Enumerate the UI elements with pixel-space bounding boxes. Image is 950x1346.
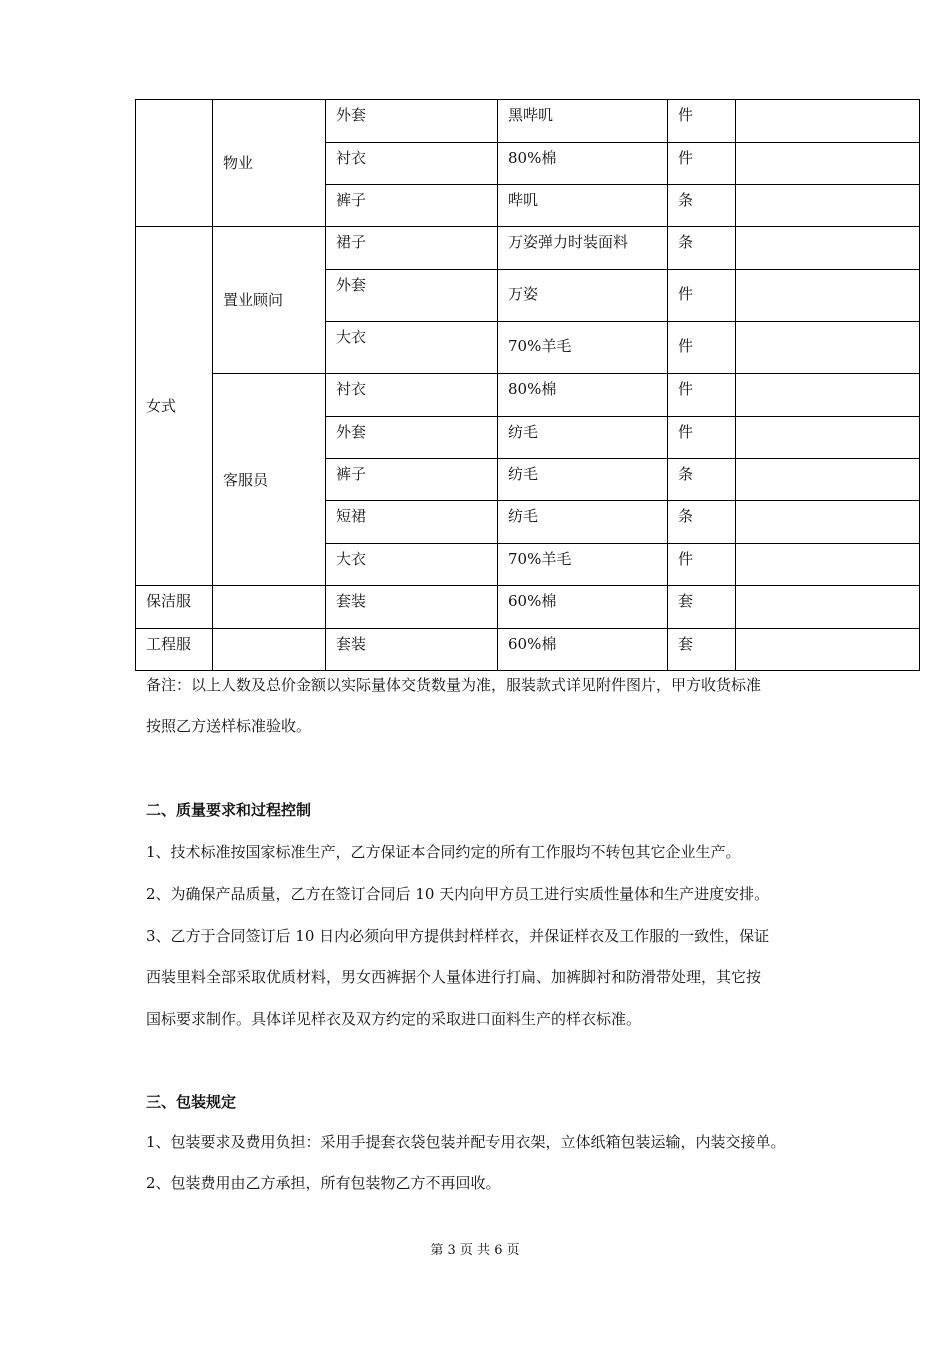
material-cell: 70%羊毛: [498, 322, 668, 374]
item-cell: 外套: [326, 270, 498, 322]
quality-paragraph-3-line-2: 西装里料全部采取优质材料，男女西裤据个人量体进行打扁、加裤脚衬和防滑带处理，其它按: [146, 968, 762, 986]
unit-cell: 套: [668, 629, 736, 671]
note-line-1: 备注：以上人数及总价金额以实际量体交货数量为准，服装款式详见附件图片，甲方收货标准: [146, 676, 762, 694]
extra-cell: [736, 501, 920, 544]
unit-cell: 件: [668, 417, 736, 459]
unit-cell: 条: [668, 227, 736, 270]
item-cell: 裤子: [326, 185, 498, 227]
packaging-paragraph-1: 1、包装要求及费用负担：采用手提套衣袋包装并配专用衣架，立体纸箱包装运输，内装交接单。: [146, 1133, 786, 1151]
material-cell: 哔叽: [498, 185, 668, 227]
extra-cell: [736, 227, 920, 270]
quality-paragraph-3-line-1: 3、乙方于合同签订后 10 日内必须向甲方提供封样样衣，并保证样衣及工作服的一致性，保证: [146, 927, 770, 945]
table-row: [136, 374, 920, 417]
item-cell: 套装: [326, 586, 498, 629]
material-cell: 纺毛: [498, 417, 668, 459]
extra-cell: [736, 544, 920, 586]
extra-cell: [736, 100, 920, 143]
category-cell: [136, 100, 213, 227]
table-row: [136, 629, 920, 671]
extra-cell: [736, 185, 920, 227]
table-row: [136, 227, 920, 270]
material-cell: 万姿弹力时装面料: [498, 227, 668, 270]
extra-cell: [736, 417, 920, 459]
unit-cell: 件: [668, 374, 736, 417]
page-footer: 第 3 页 共 6 页: [430, 1243, 520, 1258]
item-cell: 裤子: [326, 459, 498, 501]
unit-cell: 条: [668, 459, 736, 501]
material-cell: 80%棉: [498, 374, 668, 417]
item-cell: 短裙: [326, 501, 498, 544]
material-cell: 80%棉: [498, 143, 668, 185]
material-cell: 60%棉: [498, 629, 668, 671]
unit-cell: 条: [668, 501, 736, 544]
extra-cell: [736, 459, 920, 501]
extra-cell: [736, 374, 920, 417]
category-cell: 女式: [136, 227, 213, 586]
material-cell: 黑哔叽: [498, 100, 668, 143]
role-cell: 置业顾问: [213, 227, 326, 374]
item-cell: 裙子: [326, 227, 498, 270]
section-heading-quality: 二、质量要求和过程控制: [146, 801, 312, 819]
unit-cell: 件: [668, 322, 736, 374]
quality-paragraph-1: 1、技术标准按国家标准生产，乙方保证本合同约定的所有工作服均不转包其它企业生产。: [146, 843, 741, 861]
unit-cell: 套: [668, 586, 736, 629]
extra-cell: [736, 586, 920, 629]
material-cell: 纺毛: [498, 501, 668, 544]
unit-cell: 件: [668, 544, 736, 586]
extra-cell: [736, 270, 920, 322]
item-cell: 套装: [326, 629, 498, 671]
category-cell: 工程服: [136, 629, 213, 671]
quality-paragraph-3-line-3: 国标要求制作。具体详见样衣及双方约定的采取进口面料生产的样衣标准。: [146, 1010, 642, 1028]
uniform-spec-table: [135, 99, 920, 671]
item-cell: 衬衣: [326, 143, 498, 185]
table-row: [136, 586, 920, 629]
unit-cell: 条: [668, 185, 736, 227]
unit-cell: 件: [668, 100, 736, 143]
packaging-paragraph-2: 2、包装费用由乙方承担，所有包装物乙方不再回收。: [146, 1174, 501, 1192]
role-cell: 客服员: [213, 374, 326, 586]
material-cell: 纺毛: [498, 459, 668, 501]
extra-cell: [736, 322, 920, 374]
section-heading-packaging: 三、包装规定: [146, 1093, 237, 1111]
table-row: [136, 100, 920, 143]
role-cell: 物业: [213, 100, 326, 227]
material-cell: 70%羊毛: [498, 544, 668, 586]
category-cell: 保洁服: [136, 586, 213, 629]
note-line-2: 按照乙方送样标准验收。: [146, 717, 312, 735]
material-cell: 万姿: [498, 270, 668, 322]
item-cell: 衬衣: [326, 374, 498, 417]
extra-cell: [736, 143, 920, 185]
extra-cell: [736, 629, 920, 671]
item-cell: 大衣: [326, 322, 498, 374]
unit-cell: 件: [668, 143, 736, 185]
material-cell: 60%棉: [498, 586, 668, 629]
unit-cell: 件: [668, 270, 736, 322]
role-cell: [213, 629, 326, 671]
item-cell: 外套: [326, 417, 498, 459]
item-cell: 大衣: [326, 544, 498, 586]
quality-paragraph-2: 2、为确保产品质量，乙方在签订合同后 10 天内向甲方员工进行实质性量体和生产进度安排。: [146, 885, 770, 903]
role-cell: [213, 586, 326, 629]
item-cell: 外套: [326, 100, 498, 143]
